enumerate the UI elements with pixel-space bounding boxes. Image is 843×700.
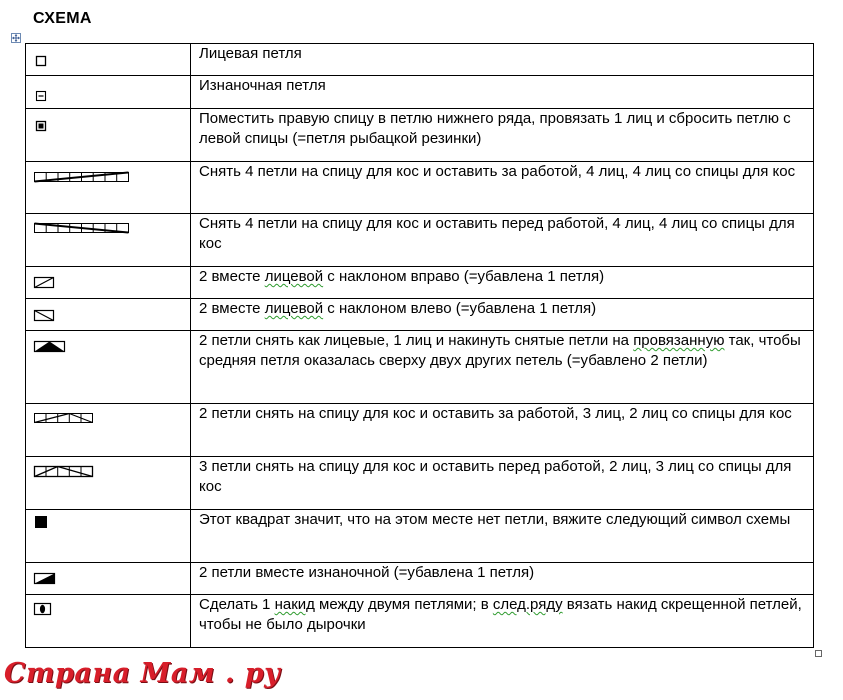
decrease-left-icon xyxy=(26,299,190,329)
row-description-end: так, чтобы средняя петля оказалась сверху двух других петель (=убавлено 2 петли) xyxy=(199,332,801,369)
table-row xyxy=(26,331,814,404)
spellcheck-marked-word: накид xyxy=(274,596,315,613)
spellcheck-marked-word: провязанную xyxy=(633,332,725,349)
spellcheck-marked-word: след.ряду xyxy=(492,596,563,613)
table-row xyxy=(26,510,814,563)
cable-4-4-front-icon xyxy=(26,214,190,244)
dot-square-icon xyxy=(26,109,190,139)
double-decrease-icon xyxy=(26,331,190,361)
square-icon xyxy=(26,44,190,74)
row-description: Поместить правую спицу в петлю нижнего ряда, провязать 1 лиц и сбросить петлю с левой спицы (=петля рыбацкой резинки) xyxy=(191,109,814,162)
row-description: Лицевая петля xyxy=(191,44,814,76)
row-description: Снять 4 петли на спицу для кос и оставить перед работой, 4 лиц, 4 лиц со спицы для кос xyxy=(191,214,814,267)
row-description-start: Сделать 1 xyxy=(199,596,275,613)
row-description-middle: между двумя петлями; в xyxy=(314,596,493,613)
table-move-handle-icon[interactable] xyxy=(11,33,21,43)
row-description: 3 петли снять на спицу для кос и оставить перед работой, 2 лиц, 3 лиц со спицы для кос xyxy=(191,457,814,510)
row-description-start: 2 вместе xyxy=(199,268,265,285)
row-description-end: вязать накид скрещенной петлей, чтобы не было дырочки xyxy=(199,596,802,633)
symbol-legend-table xyxy=(25,43,814,648)
row-description-start: 2 петли снять как лицевые, 1 лиц и накинуть снятые петли на xyxy=(199,332,634,349)
cable-3-2-front-icon xyxy=(26,457,190,487)
yarn-over-icon xyxy=(26,595,190,625)
row-description: Этот квадрат значит, что на этом месте нет петли, вяжите следующий символ схемы xyxy=(191,510,814,563)
table-row xyxy=(26,162,814,214)
row-description: Снять 4 петли на спицу для кос и оставить за работой, 4 лиц, 4 лиц со спицы для кос xyxy=(191,162,814,214)
row-description-end: с наклоном вправо (=убавлена 1 петля) xyxy=(323,268,605,285)
table-row xyxy=(26,76,814,109)
row-description: 2 петли вместе изнаночной (=убавлена 1 петля) xyxy=(191,563,814,595)
minus-square-icon xyxy=(26,76,190,106)
table-row xyxy=(26,595,814,648)
watermark-logo: Страна Мам . ру xyxy=(4,658,281,689)
table-row xyxy=(26,109,814,162)
table-row xyxy=(26,44,814,76)
page-title: СХЕМА xyxy=(33,10,92,27)
decrease-right-icon xyxy=(26,267,190,297)
table-row xyxy=(26,404,814,457)
row-description-end: с наклоном влево (=убавлена 1 петля) xyxy=(323,300,597,317)
spellcheck-marked-word: лицевой xyxy=(264,268,324,285)
table-row xyxy=(26,214,814,267)
no-stitch-icon xyxy=(26,510,190,540)
cable-2-3-back-icon xyxy=(26,404,190,434)
row-description: Изнаночная петля xyxy=(191,76,814,109)
table-resize-handle[interactable] xyxy=(815,650,822,657)
table-row xyxy=(26,267,814,299)
table-row xyxy=(26,299,814,331)
row-description: 2 петли снять на спицу для кос и оставить за работой, 3 лиц, 2 лиц со спицы для кос xyxy=(191,404,814,457)
row-description-start: 2 вместе xyxy=(199,300,265,317)
table-row xyxy=(26,563,814,595)
spellcheck-marked-word: лицевой xyxy=(264,300,324,317)
purl-two-together-icon xyxy=(26,563,190,593)
cable-4-4-back-icon xyxy=(26,162,190,192)
table-row xyxy=(26,457,814,510)
